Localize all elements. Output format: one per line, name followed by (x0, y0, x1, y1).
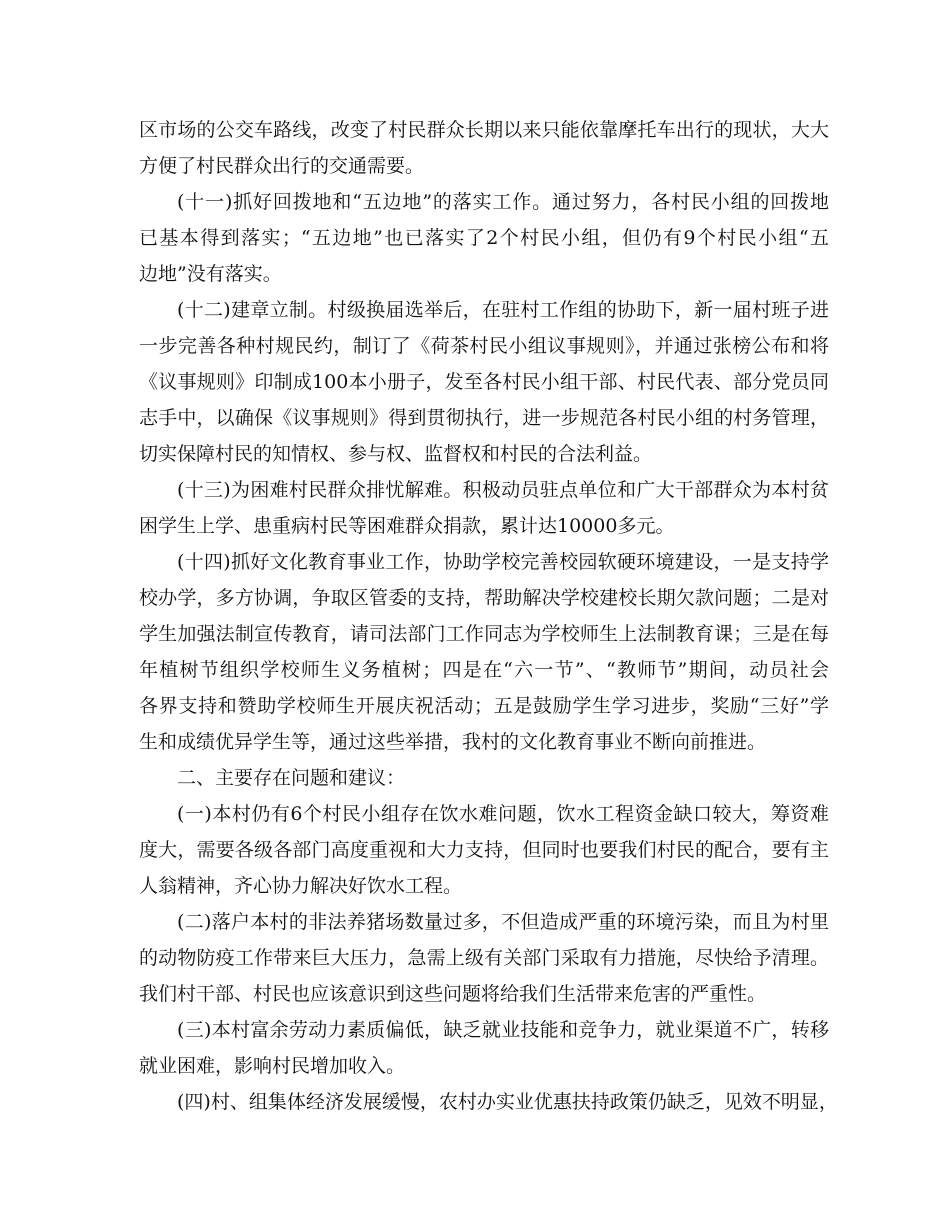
paragraph (139, 544, 829, 760)
paragraph (139, 1084, 838, 1120)
text-line: 困学生上学、患重病村民等困难群众捐款，累计达10000多元。 (139, 515, 675, 537)
text-line: 就业困难，影响村民增加收入。 (139, 1055, 406, 1077)
text-line: 切实保障村民的知情权、参与权、监督权和村民的合法利益。 (139, 443, 653, 465)
text-line: 区市场的公交车路线，改变了村民群众长期以来只能依靠摩托车出行的现状，大大 (139, 119, 829, 141)
text-line: 边地”没有落实。 (139, 263, 282, 285)
text-line: 方便了村民群众出行的交通需要。 (139, 155, 425, 177)
paragraph (139, 292, 829, 472)
text-line: 生和成绩优异学生等，通过这些举措，我村的文化教育事业不断向前推进。 (139, 731, 767, 753)
text-line: (三)本村富余劳动力素质偏低，缺乏就业技能和竞争力，就业渠道不广，转移 (177, 1019, 829, 1041)
text-line: 《议事规则》印制成100本小册子，发至各村民小组干部、村民代表、部分党员同 (139, 371, 829, 393)
paragraph (139, 904, 829, 1012)
text-line: (四)村、组集体经济发展缓慢，农村办实业优惠扶持政策仍缺乏，见效不明显， (177, 1091, 838, 1113)
text-line: 二、主要存在问题和建议： (177, 767, 406, 789)
text-line: 年植树节组织学校师生义务植树；四是在“六一节”、“教师节”期间，动员社会 (139, 659, 829, 681)
text-line: (十三)为困难村民群众排忧解难。积极动员驻点单位和广大干部群众为本村贫 (177, 479, 829, 501)
document-body (139, 112, 838, 1120)
text-line: 志手中，以确保《议事规则》得到贯彻执行，进一步规范各村民小组的村务管理， (139, 407, 829, 429)
text-line: (十四)抓好文化教育事业工作，协助学校完善校园软硬环境建设，一是支持学 (177, 551, 829, 573)
paragraph (139, 1012, 829, 1084)
text-line: 度大，需要各级各部门高度重视和大力支持，但同时也要我们村民的配合，要有主 (139, 839, 829, 861)
text-line: 学生加强法制宣传教育，请司法部门工作同志为学校师生上法制教育课；三是在每 (139, 623, 829, 645)
text-line: 我们村干部、村民也应该意识到这些问题将给我们生活带来危害的严重性。 (139, 983, 767, 1005)
text-line: (十一)抓好回拨地和“五边地”的落实工作。通过努力，各村民小组的回拨地 (177, 191, 829, 213)
text-line: 已基本得到落实；“五边地”也已落实了2个村民小组，但仍有9个村民小组“五 (139, 227, 829, 249)
paragraph (139, 184, 829, 292)
text-line: 一步完善各种村规民约，制订了《荷茶村民小组议事规则》，并通过张榜公布和将 (139, 335, 829, 357)
paragraph (139, 796, 829, 904)
paragraph (139, 760, 829, 796)
paragraph (139, 112, 829, 184)
text-line: 各界支持和赞助学校师生开展庆祝活动；五是鼓励学生学习进步，奖励“三好”学 (139, 695, 829, 717)
text-line: 校办学，多方协调，争取区管委的支持，帮助解决学校建校长期欠款问题；二是对 (139, 587, 829, 609)
text-line: 人翁精神，齐心协力解决好饮水工程。 (139, 875, 463, 897)
text-line: (十二)建章立制。村级换届选举后，在驻村工作组的协助下，新一届村班子进 (177, 299, 829, 321)
paragraph (139, 472, 829, 544)
text-line: (二)落户本村的非法养猪场数量过多，不但造成严重的环境污染，而且为村里 (177, 911, 829, 933)
text-line: (一)本村仍有6个村民小组存在饮水难问题，饮水工程资金缺口较大，筹资难 (177, 803, 829, 825)
text-line: 的动物防疫工作带来巨大压力，急需上级有关部门采取有力措施，尽快给予清理。 (139, 947, 829, 969)
